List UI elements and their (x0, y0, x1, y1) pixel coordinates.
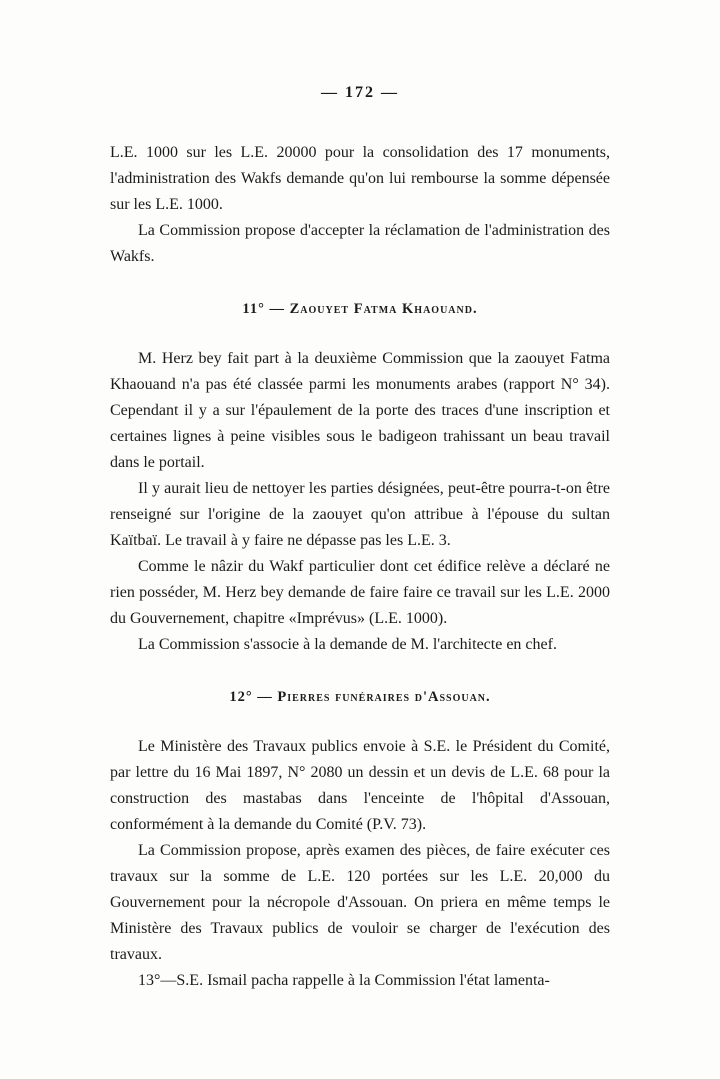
paragraph-nettoyage: Il y aurait lieu de nettoyer les parties désignées, peut-être pourra-t-on être renseigné sur l'origine de la zaouyet qu'on attribue à l'épouse du sultan Kaïtbaï. Le travail à y faire ne dépasse pas les L.E. 3. (110, 480, 610, 549)
page-number: — 172 — (321, 84, 399, 101)
paragraph-13-ismail-pacha: 13°—S.E. Ismail pacha rappelle à la Commission l'état lamenta- (138, 972, 550, 989)
paragraph-continuation: L.E. 1000 sur les L.E. 20000 pour la consolidation des 17 monuments, l'administration des Wakfs demande qu'on lui rembourse la somme dépensée sur les L.E. 1000. (110, 144, 610, 213)
section-heading-12-pierres-funeraires: 12° — Pierres funéraires d'Assouan. (229, 689, 491, 705)
paragraph-herz-bey-report: M. Herz bey fait part à la deuxième Commission que la zaouyet Fatma Khaouand n'a pas été classée parmi les monuments arabes (rapport N° 34). Cependant il y a sur l'épaulement de la porte des traces d'une inscription et certaines lignes à peine visibles sous le badigeon trahissant un beau travail dans le portail. (110, 350, 610, 471)
paragraph-nazir-wakf: Comme le nâzir du Wakf particulier dont cet édifice relève a déclaré ne rien posséder, M. Herz bey demande de faire faire ce travail sur les L.E. 2000 du Gouvernement, chapitre «Imprévus» (L.E. 1000). (110, 558, 610, 627)
text-body (110, 140, 610, 994)
paragraph-commission-propose-travaux: La Commission propose, après examen des pièces, de faire exécuter ces travaux sur la somme de L.E. 120 portées sur les L.E. 20,000 du Gouvernement pour la nécropole d'Assouan. On priera en même temps le Ministère des Travaux publics de vouloir se charger de l'exécution des travaux. (110, 842, 610, 963)
paragraph-commission-associe: La Commission s'associe à la demande de M. l'architecte en chef. (138, 636, 557, 653)
paragraph-ministere-travaux: Le Ministère des Travaux publics envoie à S.E. le Président du Comité, par lettre du 16 Mai 1897, N° 2080 un dessin et un devis de L.E. 68 pour la construction des mastabas dans l'enceinte de l'hôpital d'Assouan, conformément à la demande du Comité (P.V. 73). (110, 738, 610, 833)
section-heading-11-zaouyet: 11° — Zaouyet Fatma Khaouand. (242, 301, 478, 317)
paragraph-commission-wakfs: La Commission propose d'accepter la réclamation de l'administration des Wakfs. (110, 222, 610, 265)
